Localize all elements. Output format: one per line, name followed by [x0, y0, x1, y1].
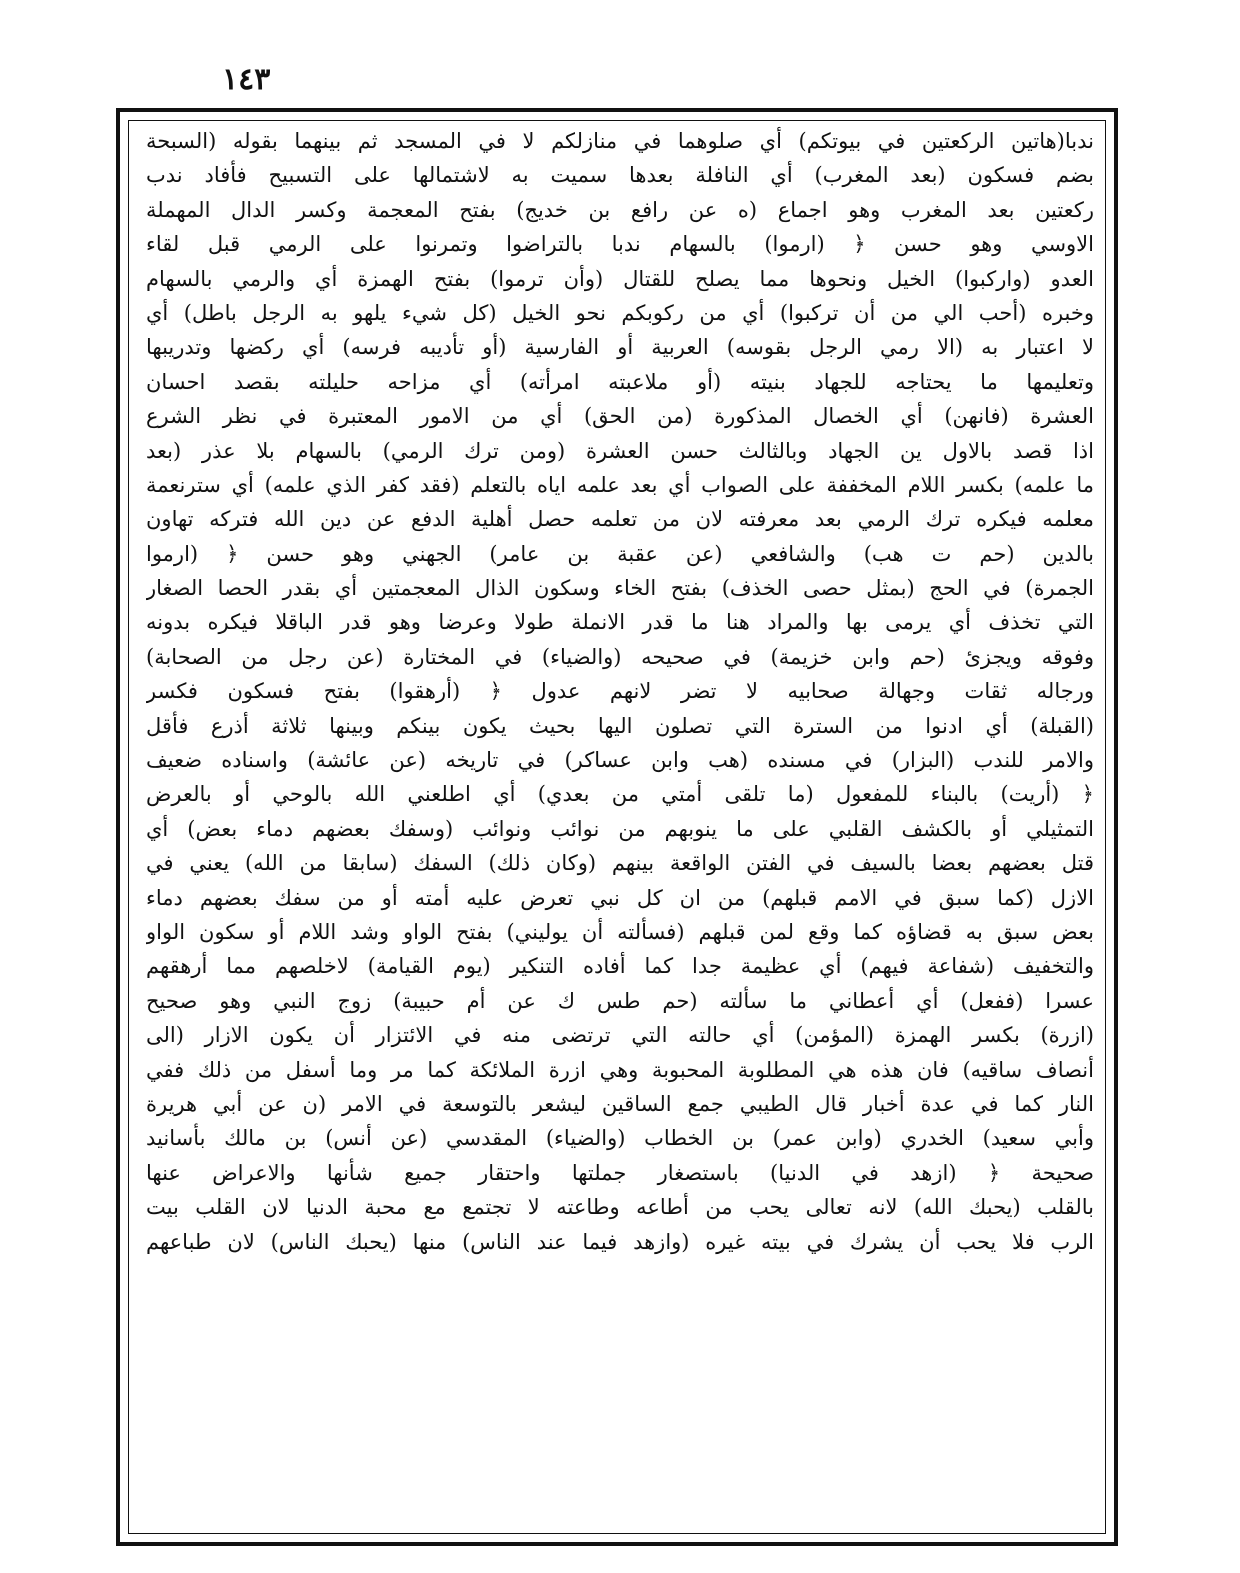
text-line: بضم فسكون (بعد المغرب) أي النافلة بعدها سميت به لاشتمالها على التسبيح فأفاد ندب	[146, 163, 1094, 188]
text-line: صحيحة ﴿ (ازهد في الدنيا) باستصغار جملتها واحتقار جميع شأنها والاعراض عنها	[146, 1160, 1094, 1185]
text-line: الرب فلا يحب أن يشرك في بيته غيره (وازهد فيما عند الناس) منها (يحبك الناس) لان طباعهم	[146, 1229, 1094, 1254]
text-line: بعض سبق به قضاؤه كما وقع لمن قبلهم (فسألته أن يوليني) بفتح الواو وشد اللام أو سكون الواو	[146, 919, 1094, 944]
text-line: التمثيلي أو بالكشف القلبي على ما ينوبهم من نوائب ونوائب (وسفك بعضهم دماء بعض) أي	[146, 816, 1094, 841]
text-line: اذا قصد بالاول ين الجهاد وبالثالث حسن العشرة (ومن ترك الرمي) بالسهام بلا عذر (بعد	[146, 438, 1094, 463]
text-line: التي تخذف أي يرمى بها والمراد هنا ما قدر الانملة طولا وعرضا وهو قدر الباقلا فيكره بدونه	[146, 610, 1094, 635]
text-line: الازل (كما سبق في الامم قبلهم) من ان كل نبي تعرض عليه أمته أو من سفك بعضهم دماء	[146, 885, 1094, 910]
text-line: وتعليمها ما يحتاجه للجهاد بنيته (أو ملاعبته امرأته) أي مزاحه حليلته بقصد احسان	[146, 369, 1094, 394]
text-line: ندبا(هاتين الركعتين في بيوتكم) أي صلوهما في منازلكم لا في المسجد ثم بينهما بقوله (السبحة	[146, 129, 1094, 153]
text-line: وخبره (أحب الي من أن تركبوا) أي من ركوبكم نحو الخيل (كل شيء يلهو به الرجل باطل) أي	[146, 300, 1094, 325]
text-line: ما علمه) بكسر اللام المخففة على الصواب أي بعد علمه اياه بالتعلم (فقد كفر الذي علمه) أي سترنعمة	[146, 472, 1094, 497]
text-line: لا اعتبار به (الا رمي الرجل بقوسه) العربية أو الفارسية (أو تأديبه فرسه) أي ركضها وتدريبها	[146, 335, 1094, 360]
text-line: أنصاف ساقيه) فان هذه هي المطلوبة المحبوبة وهي ازرة الملائكة كما مر وما أسفل من ذلك ففي	[146, 1057, 1094, 1082]
text-line: عسرا (ففعل) أي أعطاني ما سألته (حم طس ك عن أم حبيبة) زوج النبي وهو صحيح	[146, 988, 1094, 1013]
text-line: النار كما في عدة أخبار قال الطيبي جمع الساقين ليشعر بالتوسعة في الامر (ن عن أبي هريرة	[146, 1091, 1094, 1116]
text-line: العشرة (فانهن) أي الخصال المذكورة (من الحق) أي من الامور المعتبرة في نظر الشرع	[146, 404, 1094, 429]
page-number: ١٤٣	[222, 62, 271, 97]
text-line: ورجاله ثقات وجهالة صحابيه لا تضر لانهم عدول ﴿ (أرهقوا) بفتح فسكون فكسر	[146, 679, 1094, 704]
text-line: (ازرة) بكسر الهمزة (المؤمن) أي حالته التي ترتضى منه في الائتزار أن يكون الازار (الى	[146, 1023, 1094, 1048]
text-line: وأبي سعيد) الخدري (وابن عمر) بن الخطاب (والضياء) المقدسي (عن أنس) بن مالك بأسانيد	[146, 1126, 1094, 1151]
text-line: والامر للندب (البزار) في مسنده (هب وابن عساكر) في تاريخه (عن عائشة) واسناده ضعيف	[146, 748, 1094, 773]
text-line: قتل بعضهم بعضا بالسيف في الفتن الواقعة بينهم (وكان ذلك) السفك (سابقا من الله) يعني في	[146, 851, 1094, 876]
main-text	[146, 124, 1094, 1532]
text-line: معلمه فيكره ترك الرمي بعد معرفته لان من تعلمه حصل أهلية الدفع عن دين الله فتركه تهاون	[146, 507, 1094, 532]
text-line: ﴿ (أريت) بالبناء للمفعول (ما تلقى أمتي من بعدي) أي اطلعني الله بالوحي أو بالعرض	[146, 782, 1094, 807]
text-line: الجمرة) في الحج (بمثل حصى الخذف) بفتح الخاء وسكون الذال المعجمتين أي بقدر الحصا الصغار	[146, 576, 1094, 601]
text-line: وفوقه ويجزئ (حم وابن خزيمة) في صحيحه (والضياء) في المختارة (عن رجل من الصحابة)	[146, 644, 1094, 669]
text-line: بالقلب (يحبك الله) لانه تعالى يحب من أطاعه وطاعته لا تجتمع مع محبة الدنيا لان القلب بيت	[146, 1195, 1094, 1220]
text-line: (القبلة) أي ادنوا من السترة التي تصلون اليها بحيث يكون بينكم وبينها ثلاثة أذرع فأقل	[146, 713, 1094, 738]
text-line: والتخفيف (شفاعة فيهم) أي عظيمة جدا كما أفاده التنكير (يوم القيامة) لاخلصهم مما أرهقهم	[146, 954, 1094, 979]
text-line: ركعتين بعد المغرب وهو اجماع (ه عن رافع بن خديج) بفتح المعجمة وكسر الدال المهملة	[146, 197, 1094, 222]
text-line: بالدين (حم ت هب) والشافعي (عن عقبة بن عامر) الجهني وهو حسن ﴿ (ارموا	[146, 541, 1094, 566]
text-line: الاوسي وهو حسن ﴿ (ارموا) بالسهام ندبا بالتراضوا وتمرنوا على الرمي قبل لقاء	[146, 232, 1094, 257]
text-line: العدو (واركبوا) الخيل ونحوها مما يصلح للقتال (وأن ترموا) بفتح الهمزة أي والرمي بالسهام	[146, 266, 1094, 291]
